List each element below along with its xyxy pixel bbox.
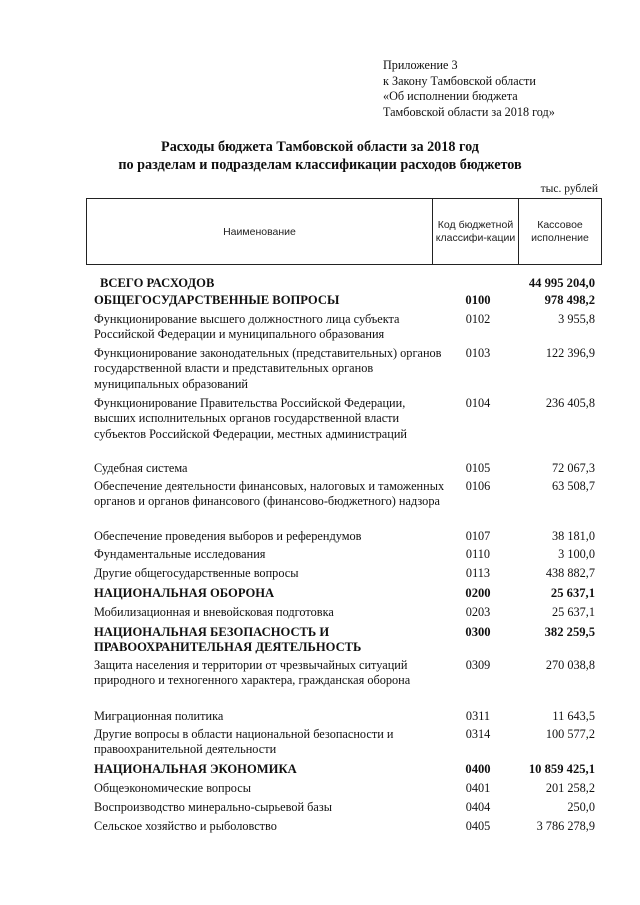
document-title [0, 138, 640, 174]
row-code: 0404 [465, 800, 491, 814]
row-name: ВСЕГО РАСХОДОВ [100, 276, 215, 290]
row-value: 11 643,5 [552, 709, 595, 723]
row-code: 0102 [465, 312, 491, 326]
row-value: 270 038,8 [545, 658, 595, 672]
row-value: 236 405,8 [545, 396, 595, 410]
row-value: 382 259,5 [544, 625, 595, 639]
row-name: Обеспечение проведения выборов и референдумов [94, 529, 362, 543]
header-code: Код бюджетной классифи-кации [433, 199, 519, 264]
title-line-2: по разделам и подразделам классификации расходов бюджетов [118, 157, 522, 173]
row-code: 0400 [465, 762, 491, 776]
appendix-line: к Закону Тамбовской области [383, 73, 536, 88]
row-code: 0309 [465, 658, 491, 672]
row-code: 0103 [465, 346, 491, 360]
header-name: Наименование [87, 199, 433, 264]
row-code: 0110 [465, 547, 491, 561]
row-code: 0106 [465, 479, 491, 493]
row-code: 0401 [465, 781, 491, 795]
row-name: Миграционная политика [94, 709, 224, 723]
row-value: 100 577,2 [545, 727, 595, 741]
appendix-line: Приложение 3 [383, 58, 458, 72]
row-name: Другие вопросы в области национальной безопасности и правоохранительной деятельности [94, 727, 394, 757]
row-name: Другие общегосударственные вопросы [94, 566, 299, 580]
title-line-1: Расходы бюджета Тамбовской области за 2018 год [161, 139, 479, 155]
row-value: 201 258,2 [545, 781, 595, 795]
row-name: Функционирование законодательных (представительных) органов государственной власти и представительных органов муниципальных образований [94, 346, 442, 391]
row-value: 72 067,3 [551, 461, 595, 475]
row-value: 978 498,2 [544, 293, 595, 307]
row-name: НАЦИОНАЛЬНАЯ ЭКОНОМИКА [94, 762, 297, 776]
row-name: Сельское хозяйство и рыболовство [94, 819, 277, 833]
row-code: 0300 [465, 625, 491, 639]
appendix-line: «Об исполнении бюджета [383, 89, 518, 103]
row-name: ОБЩЕГОСУДАРСТВЕННЫЕ ВОПРОСЫ [94, 293, 340, 307]
row-value: 10 859 425,1 [528, 762, 595, 776]
row-code: 0203 [465, 605, 491, 619]
row-value: 438 882,7 [545, 566, 595, 580]
row-code: 0100 [465, 293, 491, 307]
row-code: 0113 [465, 566, 491, 580]
header-value: Кассовое исполнение [531, 218, 589, 244]
row-value: 250,0 [567, 800, 595, 814]
row-code: 0311 [465, 709, 491, 723]
row-code: 0200 [465, 586, 491, 600]
row-value: 63 508,7 [551, 479, 595, 493]
row-code: 0107 [465, 529, 491, 543]
row-name: Обеспечение деятельности финансовых, налоговых и таможенных органов и органов финансового (финансово-бюджетного) надзора [94, 479, 445, 509]
appendix-note [383, 58, 555, 120]
row-value: 44 995 204,0 [528, 276, 595, 290]
row-code: 0104 [465, 396, 491, 410]
row-name: НАЦИОНАЛЬНАЯ ОБОРОНА [94, 586, 275, 600]
row-value: 3 955,8 [558, 312, 595, 326]
row-value: 3 100,0 [558, 547, 595, 561]
row-name: НАЦИОНАЛЬНАЯ БЕЗОПАСНОСТЬ И ПРАВООХРАНИТЕЛЬНАЯ ДЕЯТЕЛЬНОСТЬ [94, 625, 362, 655]
row-code: 0105 [465, 461, 491, 475]
row-name: Функционирование Правительства Российской Федерации, высших исполнительных органов государственной власти субъектов Российской Федерации, местных администраций [94, 396, 408, 441]
row-value: 25 637,1 [551, 605, 595, 619]
row-name: Функционирование высшего должностного лица субъекта Российской Федерации и муниципального образования [94, 312, 400, 342]
row-code: 0314 [465, 727, 491, 741]
row-value: 38 181,0 [551, 529, 595, 543]
row-value: 3 786 278,9 [536, 819, 595, 833]
table-header [86, 198, 602, 265]
row-name: Фундаментальные исследования [94, 547, 266, 561]
appendix-line: Тамбовской области за 2018 год» [383, 104, 555, 119]
row-name: Судебная система [94, 461, 188, 475]
row-name: Защита населения и территории от чрезвычайных ситуаций природного и техногенного характера, гражданская оборона [94, 658, 411, 688]
row-name: Мобилизационная и вневойсковая подготовка [94, 605, 334, 619]
row-name: Воспроизводство минерально-сырьевой базы [94, 800, 332, 814]
row-name: Общеэкономические вопросы [94, 781, 251, 795]
units-label: тыс. рублей [540, 183, 598, 195]
row-code: 0405 [465, 819, 491, 833]
row-value: 122 396,9 [545, 346, 595, 360]
row-value: 25 637,1 [550, 586, 595, 600]
